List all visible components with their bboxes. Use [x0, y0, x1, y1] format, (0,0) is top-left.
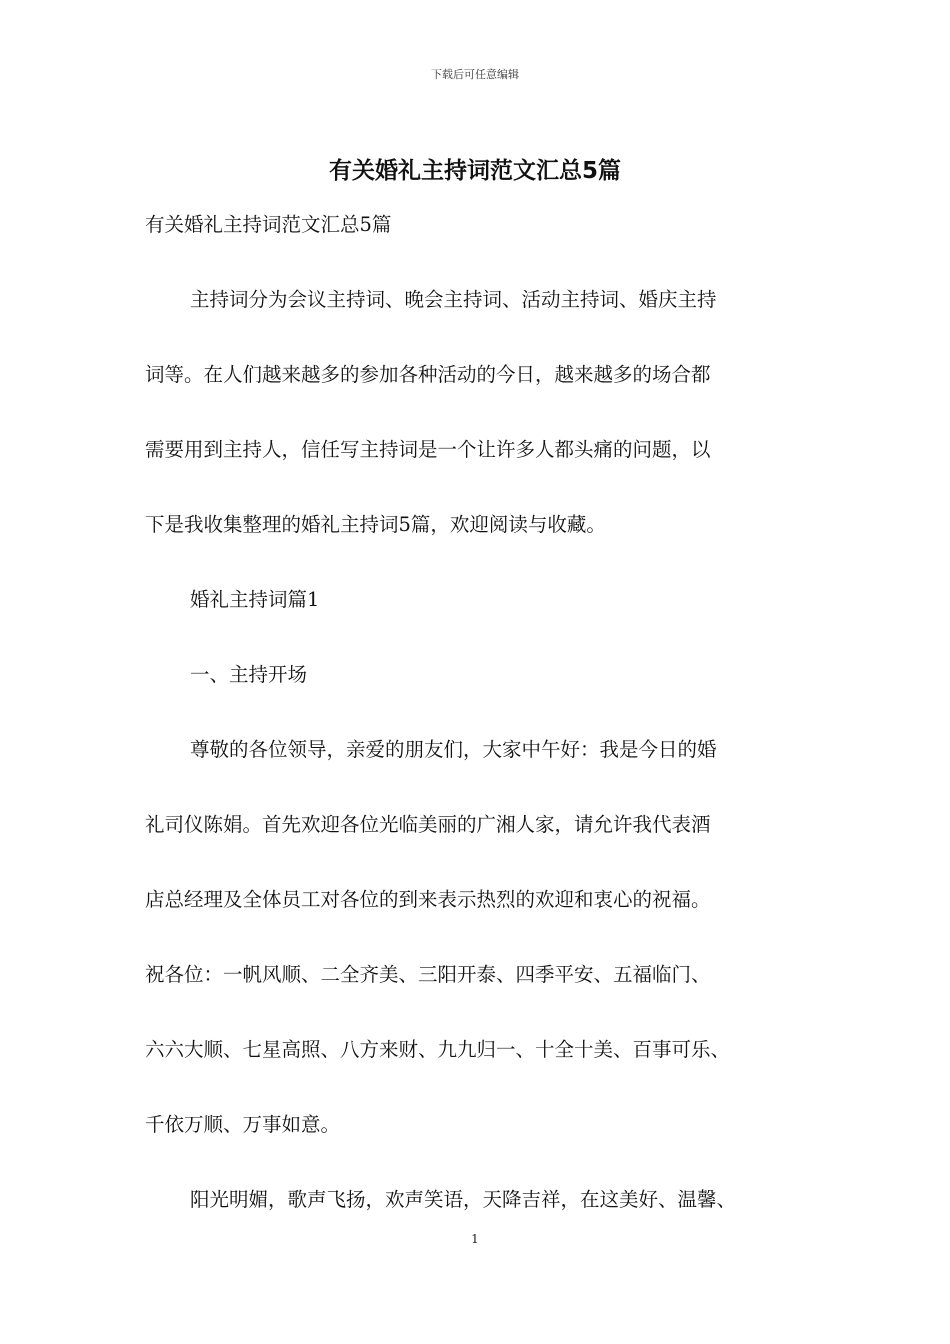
paragraph-line: 祝各位：一帆风顺、二全齐美、三阳开泰、四季平安、五福临门、: [145, 963, 711, 986]
page-number: 1: [471, 1232, 479, 1246]
paragraph-line: 店总经理及全体员工对各位的到来表示热烈的欢迎和衷心的祝福。: [145, 888, 711, 911]
paragraph-line: 礼司仪陈娟。首先欢迎各位光临美丽的广湘人家，请允许我代表酒: [145, 813, 711, 836]
page-header-note: 下载后可任意编辑: [431, 68, 519, 81]
paragraph-line: 需要用到主持人，信任写主持词是一个让许多人都头痛的问题，以: [145, 438, 711, 461]
paragraph-line: 下是我收集整理的婚礼主持词5篇，欢迎阅读与收藏。: [145, 513, 606, 536]
paragraph-line: 阳光明媚，歌声飞扬，欢声笑语，天降吉祥，在这美好、温馨、: [190, 1188, 737, 1211]
subsection-heading: 一、主持开场: [190, 663, 308, 686]
subtitle-line: 有关婚礼主持词范文汇总5篇: [145, 213, 392, 236]
paragraph-line: 尊敬的各位领导，亲爱的朋友们，大家中午好：我是今日的婚: [190, 738, 717, 761]
paragraph-line: 主持词分为会议主持词、晚会主持词、活动主持词、婚庆主持: [190, 288, 717, 311]
paragraph-line: 千依万顺、万事如意。: [145, 1113, 341, 1136]
document-title: 有关婚礼主持词范文汇总5篇: [328, 158, 621, 184]
paragraph-line: 词等。在人们越来越多的参加各种活动的今日，越来越多的场合都: [145, 363, 711, 386]
section-heading: 婚礼主持词篇1: [190, 588, 320, 611]
paragraph-line: 六六大顺、七星高照、八方来财、九九归一、十全十美、百事可乐、: [145, 1038, 731, 1061]
